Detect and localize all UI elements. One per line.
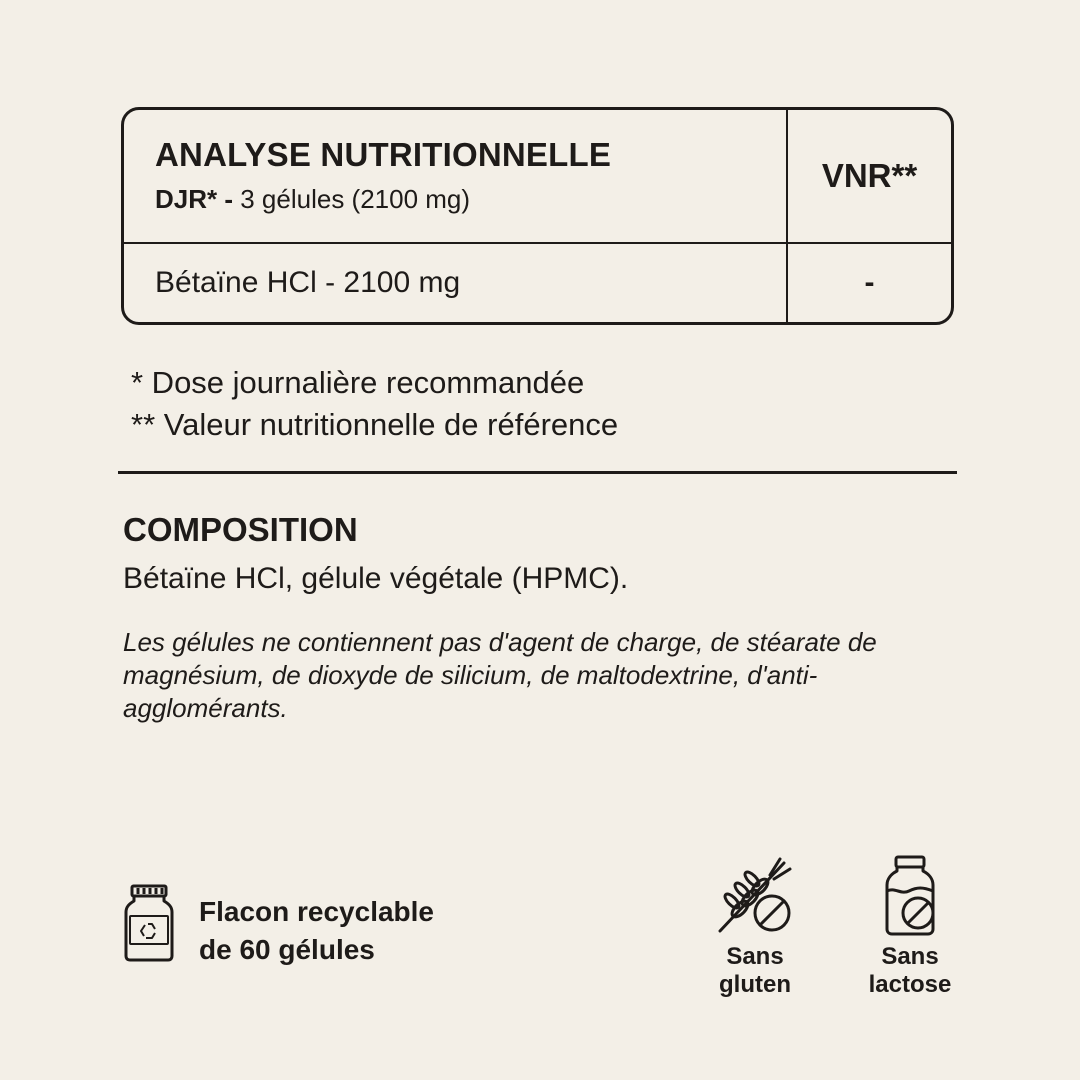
badge-lactose-line2: lactose	[868, 971, 952, 998]
divider	[118, 471, 957, 474]
nutrition-header-cell	[124, 110, 788, 244]
djr-line	[155, 184, 786, 214]
badge-lactose-line1: Sans	[881, 943, 939, 970]
table-row-label	[124, 244, 788, 322]
badge-gluten-line1: Sans	[726, 943, 784, 970]
vnr-value: -	[864, 266, 875, 299]
no-lactose-icon	[869, 855, 951, 937]
packaging-line1: Flacon recyclable	[199, 896, 435, 927]
badge-sans-gluten	[700, 855, 810, 999]
composition-text: Bétaïne HCl, gélule végétale (HPMC).	[123, 562, 629, 595]
badge-sans-lactose	[855, 855, 965, 999]
djr-label: DJR* -	[155, 184, 234, 214]
composition-note: Les gélules ne contiennent pas d'agent de charge, de stéarate de magnésium, de dioxyde de silicium, de maltodextrine, d'anti-agglomérants.	[123, 627, 877, 723]
vnr-header: VNR**	[821, 157, 918, 194]
packaging-label	[199, 893, 434, 969]
djr-value: 3 gélules (2100 mg)	[240, 184, 471, 214]
no-gluten-icon	[714, 855, 796, 937]
badge-gluten-line2: gluten	[719, 971, 791, 998]
vnr-header-cell	[788, 110, 951, 244]
ingredient-amount: Bétaïne HCl - 2100 mg	[155, 266, 461, 299]
nutrition-title: ANALYSE NUTRITIONNELLE	[155, 136, 612, 173]
footnote-vnr: ** Valeur nutritionnelle de référence	[131, 407, 619, 442]
composition-title: COMPOSITION	[123, 511, 358, 548]
footnotes	[131, 362, 618, 446]
recyclable-bottle-icon	[124, 884, 174, 962]
nutrition-table	[121, 107, 954, 325]
footnote-djr: * Dose journalière recommandée	[131, 365, 585, 400]
packaging-line2: de 60 gélules	[199, 934, 375, 965]
table-row-vnr	[788, 244, 951, 322]
